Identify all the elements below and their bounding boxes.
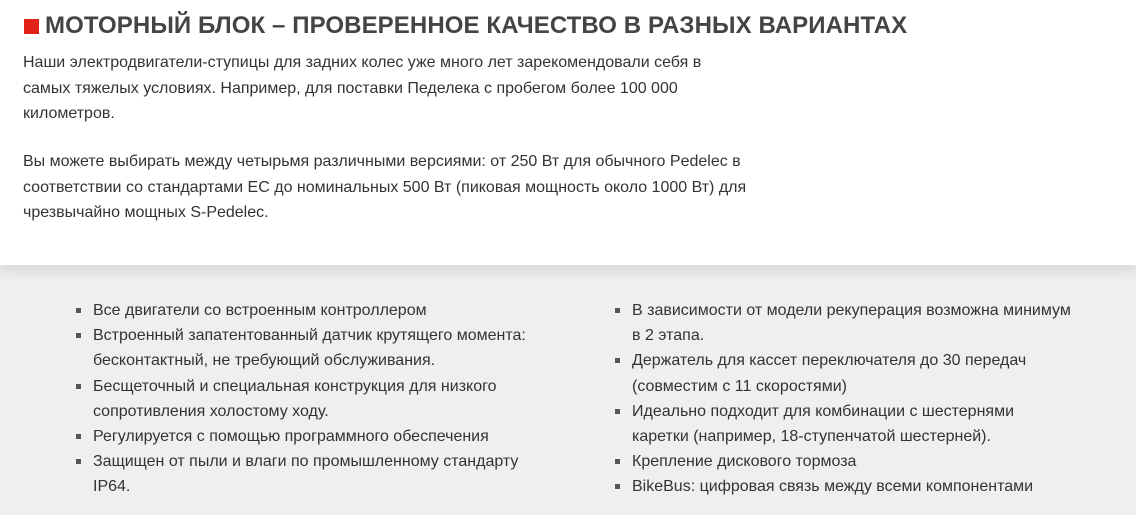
- list-item: В зависимости от модели рекуперация возможна минимум в 2 этапа.: [615, 298, 1075, 348]
- red-square-icon: [24, 19, 39, 34]
- features-section: [0, 265, 1136, 515]
- list-item: Держатель для кассет переключателя до 30 передач (совместим с 11 скоростями): [615, 348, 1075, 398]
- intro-paragraph-2: Вы можете выбирать между четырьмя различными версиями: от 250 Вт для обычного Pedelec в соответствии со стандартами ЕС до номинальных 500 Вт (пиковая мощность около 1000 Вт) для чрезвычайно мощных S-Pedelec.: [23, 153, 747, 221]
- list-item: Встроенный запатентованный датчик крутящего момента: бесконтактный, не требующий обслуживания.: [76, 323, 546, 373]
- intro-paragraph-1: Наши электродвигатели-ступицы для задних колес уже много лет зарекомендовали себя в самых тяжелых условиях. Например, для поставки Педелека с пробегом более 100 000 километров.: [23, 54, 702, 122]
- list-item: Идеально подходит для комбинации с шестернями каретки (например, 18-ступенчатой шестерней).: [615, 399, 1075, 449]
- list-item: Все двигатели со встроенным контроллером: [76, 298, 546, 323]
- features-list-left: [76, 298, 546, 500]
- list-item: Защищен от пыли и влаги по промышленному стандарту IP64.: [76, 449, 546, 499]
- section-heading: [24, 10, 907, 42]
- list-item: Бесщеточный и специальная конструкция для низкого сопротивления холостому ходу.: [76, 374, 546, 424]
- list-item: Крепление дискового тормоза: [615, 449, 1075, 474]
- features-list-right: [615, 298, 1075, 500]
- list-item: Регулируется с помощью программного обеспечения: [76, 424, 546, 449]
- section-title: МОТОРНЫЙ БЛОК – ПРОВЕРЕННОЕ КАЧЕСТВО В РАЗНЫХ ВАРИАНТАХ: [45, 12, 908, 39]
- list-item: BikeBus: цифровая связь между всеми компонентами: [615, 474, 1075, 499]
